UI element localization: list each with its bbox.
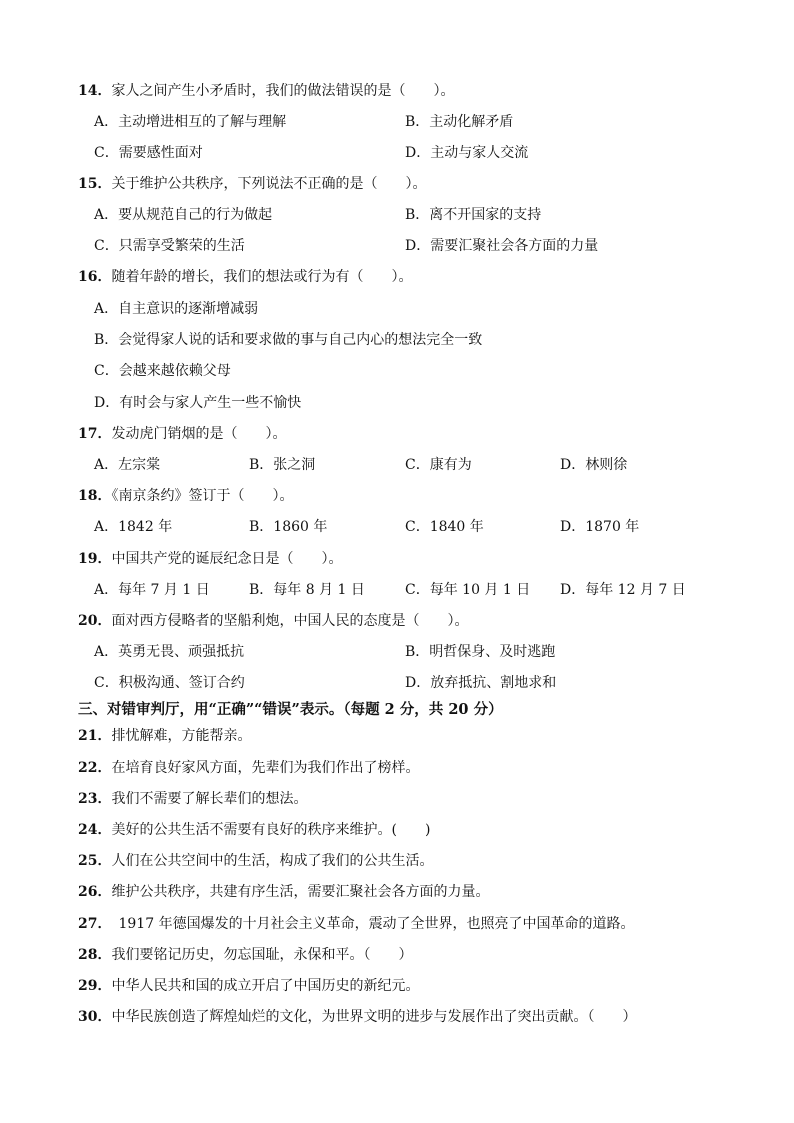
question-number: 21． [78,728,112,744]
option-d: D．需要汇聚社会各方面的力量 [405,238,599,254]
question-number: 24． [78,822,112,838]
option-a: A．自主意识的逐渐增减弱 [94,301,259,317]
option-b: B．明哲保身、及时逃跑 [405,644,556,660]
question-16 [78,268,412,286]
question-number: 29． [78,978,112,994]
question-number: 23． [78,791,112,807]
option-a: A．左宗棠 [94,457,161,473]
option-b: B．每年 8 月 1 日 [249,582,365,598]
section-heading: 三、对错审判厅，用“正确”“错误”表示。（每题 2 分，共 20 分） [78,701,503,718]
option-c: C．每年 10 月 1 日 [405,582,531,598]
question-text: 家人之间产生小矛盾时，我们的做法错误的是（ ）。 [111,83,455,99]
question-text: 我们不需要了解长辈们的想法。 [111,791,308,807]
question-23 [78,790,307,808]
question-text: 面对西方侵略者的坚船利炮，中国人民的态度是（ ）。 [111,613,469,629]
question-text: 关于维护公共秩序，下列说法不正确的是（ ）。 [111,176,427,192]
question-27 [78,915,635,933]
option-b: B．主动化解矛盾 [405,114,514,130]
question-number: 16． [78,269,112,285]
question-21 [78,727,251,745]
question-text: 发动虎门销烟的是（ ）。 [111,426,287,442]
question-22 [78,759,419,777]
option-b: B．1860 年 [249,519,328,535]
question-14 [78,82,454,100]
option-a: A．要从规范自己的行为做起 [94,207,273,223]
question-text: 排忧解难，方能帮亲。 [111,728,252,744]
question-19 [78,550,342,568]
option-d: D．每年 12 月 7 日 [560,582,686,598]
question-number: 28． [78,947,112,963]
option-b: B．会觉得家人说的话和要求做的事与自己内心的想法完全一致 [94,332,483,348]
question-number: 17． [78,426,112,442]
option-a: A．每年 7 月 1 日 [94,582,210,598]
question-18 [78,487,293,505]
question-number: 18． [78,488,112,504]
question-number: 30． [78,1009,112,1025]
question-text: 美好的公共生活不需要有良好的秩序来维护。( ) [111,822,431,838]
question-20 [78,612,468,630]
option-d: D．1870 年 [560,519,640,535]
question-text: 中华民族创造了辉煌灿烂的文化，为世界文明的进步与发展作出了突出贡献。（ ） [111,1009,637,1025]
option-d: D．主动与家人交流 [405,145,529,161]
option-b: B．离不开国家的支持 [405,207,542,223]
question-29 [78,977,419,995]
question-text: 中国共产党的诞辰纪念日是（ ）。 [111,551,343,567]
option-b: B．张之洞 [249,457,316,473]
question-text: 1917 年德国爆发的十月社会主义革命，震动了全世界，也照亮了中国革命的道路。 [104,916,635,932]
question-number: 26． [78,884,112,900]
question-text: 维护公共秩序，共建有序生活，需要汇聚社会各方面的力量。 [111,884,490,900]
option-a: A．1842 年 [94,519,173,535]
question-text: 人们在公共空间中的生活，构成了我们的公共生活。 [111,853,434,869]
question-number: 25． [78,853,112,869]
question-text: 中华人民共和国的成立开启了中国历史的新纪元。 [111,978,420,994]
option-c: C．会越来越依赖父母 [94,363,231,379]
question-28 [78,946,412,964]
option-c: C．康有为 [405,457,472,473]
question-number: 14． [78,83,112,99]
question-30 [78,1008,636,1026]
option-c: C．只需享受繁荣的生活 [94,238,245,254]
question-25 [78,852,433,870]
question-17 [78,425,286,443]
question-26 [78,883,489,901]
option-a: A．英勇无畏、顽强抵抗 [94,644,245,660]
option-c: C．需要感性面对 [94,145,203,161]
option-d: D．林则徐 [560,457,628,473]
question-number: 22． [78,760,112,776]
option-d: D．放弃抵抗、割地求和 [405,675,557,691]
option-d: D．有时会与家人产生一些不愉快 [94,395,302,411]
question-number: 15． [78,176,112,192]
option-c: C．积极沟通、签订合约 [94,675,245,691]
question-24 [78,821,430,839]
option-c: C．1840 年 [405,519,484,535]
question-text: 在培育良好家风方面，先辈们为我们作出了榜样。 [111,760,420,776]
question-number: 20． [78,613,112,629]
question-text: 《南京条约》签订于（ ）。 [111,488,294,504]
question-number: 27． [78,916,105,932]
question-number: 19． [78,551,112,567]
question-text: 随着年龄的增长，我们的想法或行为有（ ）。 [111,269,413,285]
question-text: 我们要铭记历史，勿忘国耻，永保和平。（ ） [111,947,413,963]
option-a: A．主动增进相互的了解与理解 [94,114,287,130]
question-15 [78,175,426,193]
